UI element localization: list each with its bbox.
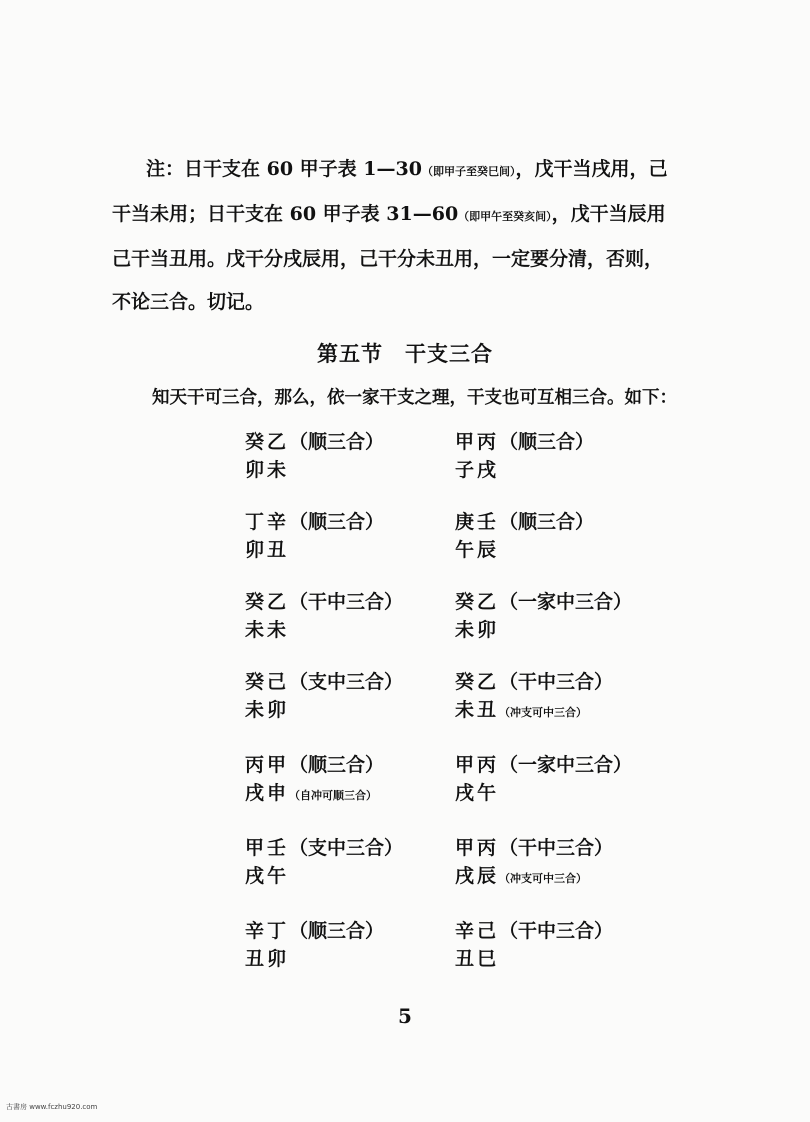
combination-type: （干中三合）: [499, 837, 614, 859]
note-line-4: 不论三合。切记。: [112, 291, 265, 313]
combination-item: [245, 588, 455, 644]
combination-branches: 戌午: [245, 865, 290, 887]
combination-type: （干中三合）: [289, 591, 404, 613]
combination-stems: 癸乙（一家中三合）: [455, 591, 633, 613]
combination-item: [455, 751, 685, 810]
combination-type: （干中三合）: [499, 671, 614, 693]
combination-stems: 甲丙（一家中三合）: [455, 754, 633, 776]
combination-type: （顺三合）: [499, 511, 595, 533]
combination-type: （顺三合）: [289, 431, 385, 453]
combination-branches: 未未: [245, 619, 290, 641]
combination-note: （冲支可中三合）: [499, 872, 588, 885]
combination-stems: 甲丙（干中三合）: [455, 837, 614, 859]
combination-item: [245, 508, 455, 564]
combination-stems: 癸乙（干中三合）: [455, 671, 614, 693]
combination-type: （顺三合）: [289, 754, 385, 776]
combination-stems: 庚壬（顺三合）: [455, 511, 595, 533]
combination-branches: 丑卯: [245, 948, 290, 970]
combination-stems: 丙甲（顺三合）: [245, 754, 385, 776]
combination-type: （一家中三合）: [499, 591, 633, 613]
combination-item: [245, 917, 455, 973]
combination-item: [455, 508, 685, 564]
combination-item: [455, 588, 685, 644]
combination-item: [455, 834, 685, 893]
combination-stems: 癸乙（干中三合）: [245, 591, 404, 613]
combination-branches: 未丑（冲支可中三合）: [455, 699, 588, 721]
note-paragraph: [112, 148, 722, 324]
combination-item: [455, 917, 685, 973]
combination-branches: 未卯: [245, 699, 290, 721]
combination-item: [245, 668, 455, 727]
combination-stems: 癸乙（顺三合）: [245, 431, 385, 453]
combination-branches: 未卯: [455, 619, 500, 641]
combination-type: （干中三合）: [499, 920, 614, 942]
section-title: 第五节 干支三合: [317, 341, 493, 366]
combination-branches: 卯丑: [245, 539, 290, 561]
combination-stems: 甲壬（支中三合）: [245, 837, 404, 859]
intro-text: 知天干可三合，那么，依一家干支之理，干支也可互相三合。如下：: [152, 388, 677, 408]
combination-stems: 癸己（支中三合）: [245, 671, 404, 693]
combination-branches: 丑巳: [455, 948, 500, 970]
combination-item: [245, 751, 455, 810]
combination-stems: 丁辛（顺三合）: [245, 511, 385, 533]
combination-note: （自冲可顺三合）: [289, 789, 378, 802]
combination-type: （支中三合）: [289, 671, 404, 693]
combination-branches: 戌辰（冲支可中三合）: [455, 865, 588, 887]
combination-stems: 辛丁（顺三合）: [245, 920, 385, 942]
page-number: 5: [398, 1004, 412, 1028]
combination-item: [455, 428, 685, 484]
combination-branches: 卯未: [245, 459, 290, 481]
combination-branches: 子戌: [455, 459, 500, 481]
combination-list: [245, 428, 685, 973]
combination-item: [245, 834, 455, 893]
combination-stems: 甲丙（顺三合）: [455, 431, 595, 453]
combination-type: （顺三合）: [289, 511, 385, 533]
combination-item: [455, 668, 685, 727]
combination-type: （支中三合）: [289, 837, 404, 859]
combination-type: （顺三合）: [499, 431, 595, 453]
note-line-2: 干当未用；日干支在 60 甲子表 31—60（即甲午至癸亥间），戊干当辰用: [112, 203, 666, 225]
note-line-3: 己干当丑用。戊干分戌辰用，己干分未丑用，一定要分清，否则，: [112, 248, 664, 270]
combination-note: （冲支可中三合）: [499, 706, 588, 719]
note-line-1: 注：日干支在 60 甲子表 1—30（即甲子至癸巳间），戊干当戌用，己: [146, 158, 668, 180]
combination-type: （顺三合）: [289, 920, 385, 942]
watermark: 古書房 www.fczhu920.com: [6, 1103, 98, 1111]
combination-item: [245, 428, 455, 484]
combination-branches: 戌午: [455, 782, 500, 804]
combination-type: （一家中三合）: [499, 754, 633, 776]
combination-branches: 午辰: [455, 539, 500, 561]
combination-stems: 辛己（干中三合）: [455, 920, 614, 942]
combination-branches: 戌申（自冲可顺三合）: [245, 782, 378, 804]
